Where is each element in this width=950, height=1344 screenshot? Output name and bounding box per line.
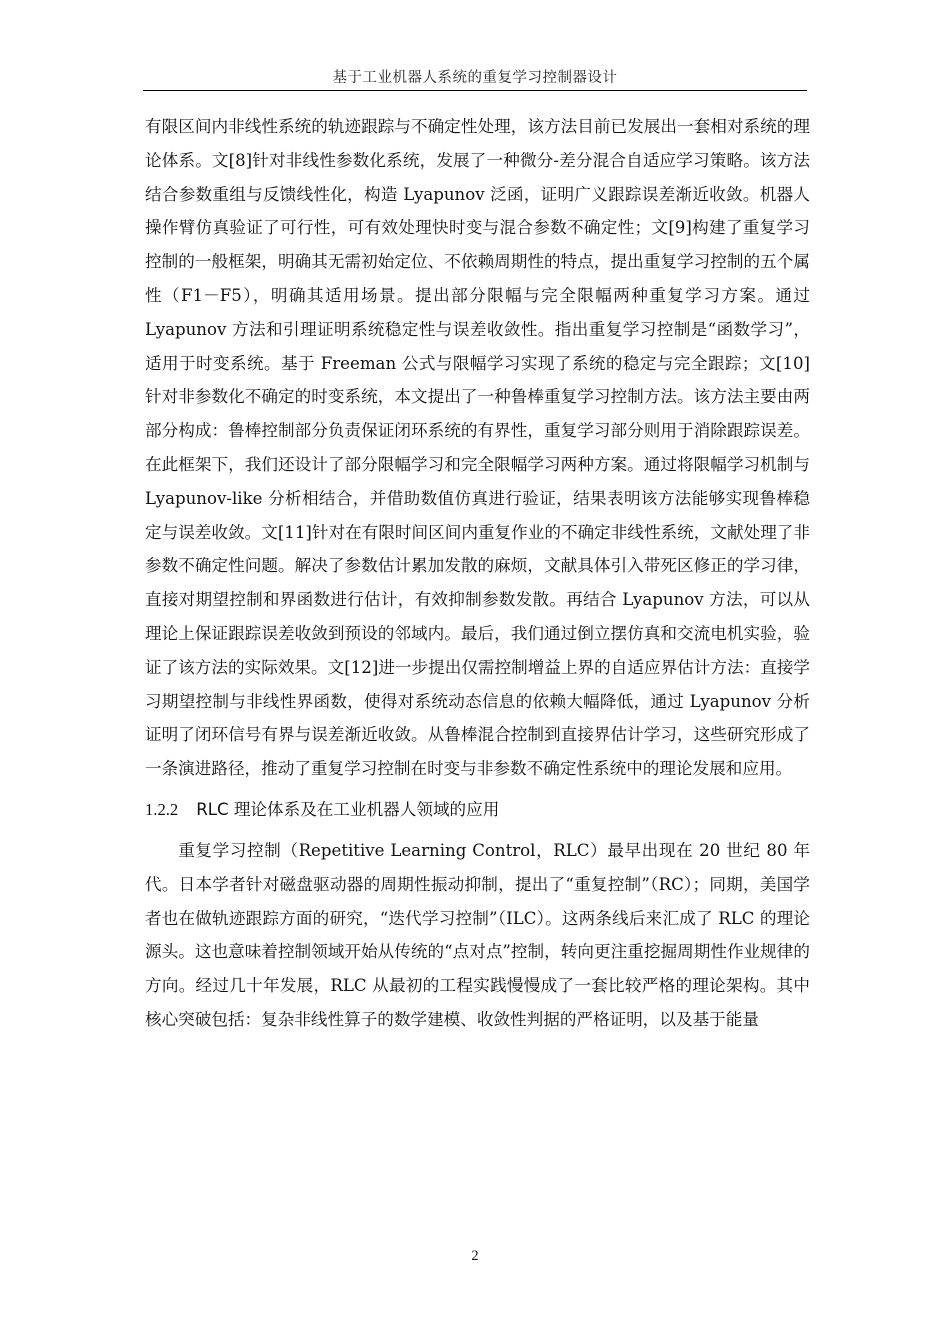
page-body (145, 110, 810, 1037)
running-header: 基于工业机器人系统的重复学习控制器设计 (332, 70, 618, 86)
section-title: RLC 理论体系及在工业机器人领域的应用 (196, 799, 500, 819)
body-paragraph: 有限区间内非线性系统的轨迹跟踪与不确定性处理，该方法目前已发展出一套相对系统的理论体系。文[8]针对非线性参数化系统，发展了一种微分-差分混合自适应学习策略。该方法结合参数重组与反馈线性化，构造 Lyapunov 泛函，证明广义跟踪误差渐近收敛。机器人操作臂仿真验证了可行性，可有效处理快时变与混合参数不确定性；文[9]构建了重复学习控制的一般框架，明确其无需初始定位、不依赖周期性的特点，提出重复学习控制的五个属性（F1－F5），明确其适用场景。提出部分限幅与完全限幅两种重复学习方案。通过 Lyapunov 方法和引理证明系统稳定性与误差收敛性。指出重复学习控制是“函数学习”，适用于时变系统。基于 Freeman 公式与限幅学习实现了系统的稳定与完全跟踪；文[10]针对非参数化不确定的时变系统，本文提出了一种鲁棒重复学习控制方法。该方法主要由两部分构成：鲁棒控制部分负责保证闭环系统的有界性，重复学习部分则用于消除跟踪误差。在此框架下，我们还设计了部分限幅学习和完全限幅学习两种方案。通过将限幅学习机制与 Lyapunov-like 分析相结合，并借助数值仿真进行验证，结果表明该方法能够实现鲁棒稳定与误差收敛。文[11]针对在有限时间区间内重复作业的不确定非线性系统，文献处理了非参数不确定性问题。解决了参数估计累加发散的麻烦，文献具体引入带死区修正的学习律，直接对期望控制和界函数进行估计，有效抑制参数发散。再结合 Lyapunov 方法，可以从理论上保证跟踪误差收敛到预设的邻域内。最后，我们通过倒立摆仿真和交流电机实验，验证了该方法的实际效果。文[12]进一步提出仅需控制增益上界的自适应界估计方法：直接学习期望控制与非线性界函数，使得对系统动态信息的依赖大幅降低，通过 Lyapunov 分析证明了闭环信号有界与误差渐近收敛。从鲁棒混合控制到直接界估计学习，这些研究形成了一条演进路径，推动了重复学习控制在时变与非参数不确定性系统中的理论发展和应用。 (145, 117, 810, 779)
page-number: 2 (471, 1248, 479, 1264)
body-paragraph: 重复学习控制（Repetitive Learning Control，RLC）最早出现在 20 世纪 80 年代。日本学者针对磁盘驱动器的周期性振动抑制，提出了“重复控制”（RC）；同期，美国学者也在做轨迹跟踪方面的研究，“迭代学习控制”（ILC）。这两条线后来汇成了 RLC 的理论源头。这也意味着控制领域开始从传统的“点对点”控制，转向更注重挖掘周期性作业规律的方向。经过几十年发展，RLC 从最初的工程实践慢慢成了一套比较严格的理论架构。其中核心突破包括：复杂非线性算子的数学建模、收敛性判据的严格证明，以及基于能量 (145, 840, 810, 1029)
section-heading (145, 793, 810, 826)
section-number: 1.2.2 (145, 799, 179, 819)
header-rule (143, 90, 807, 91)
